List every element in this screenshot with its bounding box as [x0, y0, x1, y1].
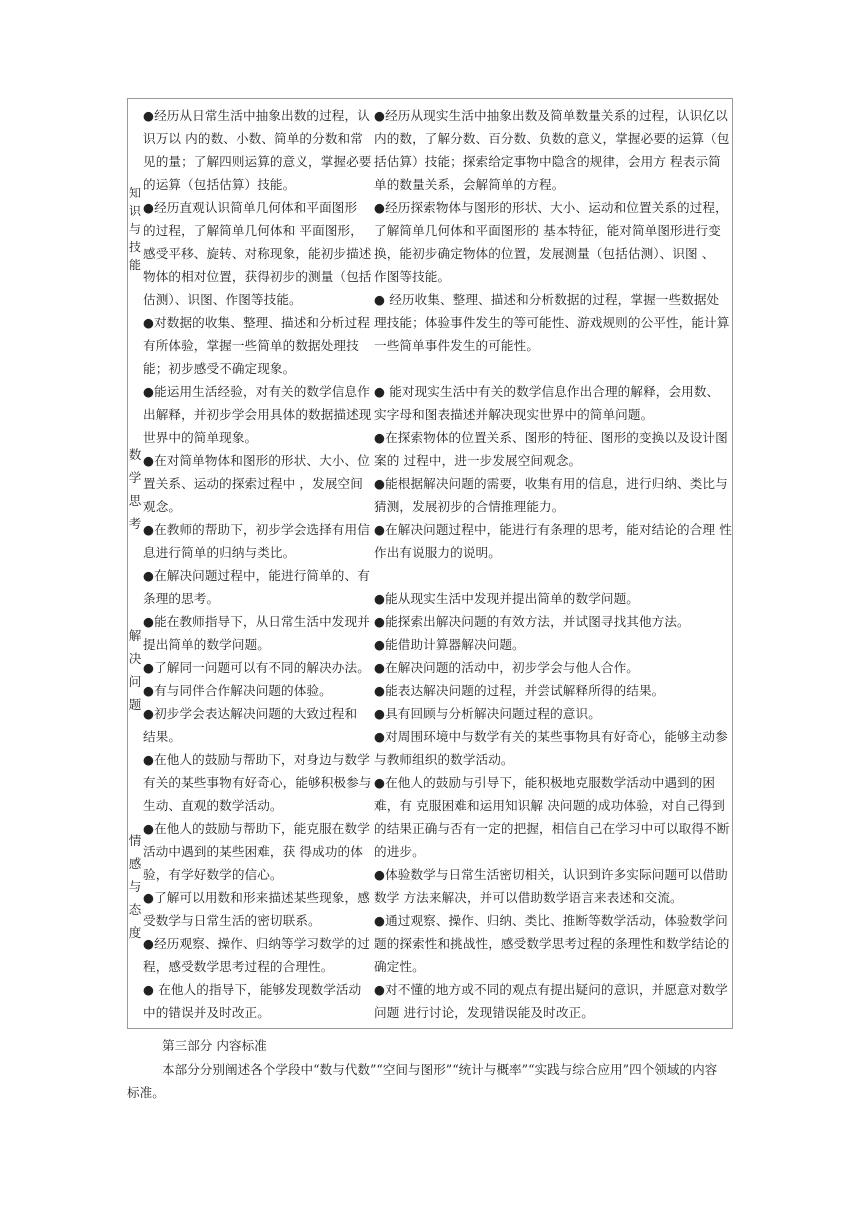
right-line: ●能从现实生活中发现并提出简单的数学问题。 — [374, 591, 639, 606]
left-line: ●经历从日常生活中抽象出数的过程，认 — [143, 108, 370, 123]
left-line: 见的量；了解四则运算的意义，掌握必要 — [143, 154, 372, 169]
right-line: 换，能初步确定物体的位置，发展测量（包括估测）、识图 、 — [374, 246, 715, 261]
category-label-char: 学 — [128, 470, 142, 485]
left-line: 置关系、运动的探索过程中 ，发展空间 — [143, 476, 363, 491]
left-line: ●在对简单物体和图形的形状、大小、位 — [143, 453, 370, 468]
left-line: ●有与同伴合作解决问题的体验。 — [143, 683, 332, 698]
category-label-char: 解 — [128, 628, 142, 643]
right-line: 难，有 克服困难和运用知识解 决问题的成功体验，对自己得到 — [374, 798, 725, 813]
right-line: 单的数量关系，会解简单的方程。 — [374, 177, 565, 192]
category-label-char: 题 — [128, 697, 142, 712]
right-line: 作图等技能。 — [374, 269, 451, 284]
right-line: 与教师组织的数学活动。 — [374, 752, 514, 767]
right-line: 数学 方法来解决，并可以借助数学语言来表述和交流。 — [374, 890, 683, 905]
left-line: 估测）、识图、作图等技能。 — [143, 292, 302, 307]
right-line: 的进步。 — [374, 844, 425, 859]
left-line: ●能运用生活经验，对有关的数学信息作 — [143, 384, 370, 399]
right-line: ●经历探索物体与图形的形状、大小、运动和位置关系的过程， — [374, 200, 728, 215]
right-line: ●体验数学与日常生活密切相关，认识到许多实际问题可以借助 — [374, 867, 728, 882]
right-line: ● 经历收集、整理、描述和分析数据的过程，掌握一些数据处 — [374, 292, 720, 307]
category-label-knowledge — [128, 184, 142, 274]
left-line: 识万以 内的数、小数、简单的分数和常 — [143, 131, 363, 146]
right-line: ●对周围环境中与数学有关的某些事物具有好奇心，能够主动参 — [374, 729, 728, 744]
right-line: ●在解决问题的活动中，初步学会与他人合作。 — [374, 660, 639, 675]
right-line: ●能表达解决问题的过程，并尝试解释所得的结果。 — [374, 683, 665, 698]
right-line: ●能根据解决问题的需要，收集有用的信息，进行归纳、类比与 — [374, 476, 728, 491]
left-line: ●在解决问题过程中，能进行简单的、有 — [143, 568, 370, 583]
left-line: 能；初步感受不确定现象。 — [143, 361, 296, 376]
category-label-char: 感 — [128, 856, 142, 871]
right-line: 题的探索性和挑战性，感受数学思考过程的条理性和数学结论的 — [374, 936, 730, 951]
left-line: ●在他人的鼓励与帮助下，能克服在数学 — [143, 821, 370, 836]
body-paragraph-line: 本部分分别阐述各个学段中“数与代数”“空间与图形”“统计与概率”“实践与综合应用”四个领域的内容 — [162, 1062, 718, 1077]
right-line: 问题 进行讨论，发现错误能及时改正。 — [374, 1005, 594, 1020]
left-line: 有关的某些事物有好奇心，能够积极参与 — [143, 775, 372, 790]
left-line: 中的错误并及时改正。 — [143, 1005, 270, 1020]
category-label-char: 考 — [128, 516, 142, 531]
category-label-char: 思 — [128, 493, 142, 508]
category-label-knowledge-text: 知识与技能 — [128, 186, 141, 272]
left-line: ●经历直观认识简单几何体和平面图形 — [143, 200, 358, 215]
left-line: 的运算（包括估算）技能。 — [143, 177, 296, 192]
category-label-char: 度 — [128, 925, 142, 940]
right-line: 括估算）技能；探索给定事物中隐含的规律，会用方 程表示简 — [374, 154, 721, 169]
category-label-char: 数 — [128, 447, 142, 462]
left-line: 世界中的简单现象。 — [143, 430, 258, 445]
category-label-char: 态 — [128, 902, 142, 917]
right-line: 内的数，了解分数、百分数、负数的意义，掌握必要的运算（包 — [374, 131, 730, 146]
right-line: 确定性。 — [374, 959, 425, 974]
right-line: ●能探索出解决问题的有效方法，并试图寻找其他方法。 — [374, 614, 690, 629]
section-heading: 第三部分 内容标准 — [162, 1038, 267, 1053]
left-line: ●在教师的帮助下，初步学会选择有用信 — [143, 522, 370, 537]
right-line: 实字母和图表描述并解决现实世界中的简单问题。 — [374, 407, 654, 422]
right-line: ●经历从现实生活中抽象出数及简单数量关系的过程，认识亿以 — [374, 108, 728, 123]
left-line: ●了解同一问题可以有不同的解决办法。 — [143, 660, 370, 675]
right-line: 理技能；体验事件发生的等可能性、游戏规则的公平性，能计算 — [374, 315, 730, 330]
left-line: 物体的相对位置，获得初步的测量（包括 — [143, 269, 372, 284]
right-line: 一些简单事件发生的可能性。 — [374, 338, 540, 353]
left-line: 有所体验，掌握一些简单的数据处理技 — [143, 338, 359, 353]
body-paragraph-line: 标准。 — [127, 1085, 165, 1100]
right-line: ●在解决问题过程中，能进行有条理的思考，能对结论的合理 性 — [374, 522, 732, 537]
left-line: ●在他人的鼓励与帮助下，对身边与数学 — [143, 752, 370, 767]
left-line: 程，感受数学思考过程的合理性。 — [143, 959, 334, 974]
left-line: ●经历观察、操作、归纳等学习数学的过 — [143, 936, 370, 951]
category-label-char: 与 — [128, 879, 142, 894]
right-line: 案的 过程中，进一步发展空间观念。 — [374, 453, 582, 468]
left-line: 条理的思考。 — [143, 591, 220, 606]
right-line: 作出有说服力的说明。 — [374, 545, 501, 560]
left-line: ● 在他人的指导下，能够发现数学活动 — [143, 982, 362, 997]
right-line: ● 能对现实生活中有关的数学信息作出合理的解释，会用数、 — [374, 384, 720, 399]
left-line: 结果。 — [143, 729, 182, 744]
right-line: 的结果正确与否有一定的把握，相信自己在学习中可以取得不断 — [374, 821, 730, 836]
right-line: ●在探索物体的位置关系、图形的特征、图形的变换以及设计图 — [374, 430, 728, 445]
right-line: ●具有回顾与分析解决问题过程的意识。 — [374, 706, 601, 721]
left-line: ●能在教师指导下，从日常生活中发现并 — [143, 614, 370, 629]
left-line: 生动、直观的数学活动。 — [143, 798, 283, 813]
category-label-char: 情 — [128, 833, 142, 848]
right-line: ●对不懂的地方或不同的观点有提出疑问的意识，并愿意对数学 — [374, 982, 728, 997]
right-line: 了解简单几何体和平面图形的 基本特征，能对简单图形进行变 — [374, 223, 721, 238]
left-line: 提出简单的数学问题。 — [143, 637, 270, 652]
left-line: 息进行简单的归纳与类比。 — [143, 545, 296, 560]
right-line: ●能借助计算器解决问题。 — [374, 637, 525, 652]
left-line: 观念。 — [143, 499, 182, 514]
left-line: ●对数据的收集、整理、描述和分析过程 — [143, 315, 370, 330]
left-line: 验，有学好数学的信心。 — [143, 867, 283, 882]
category-label-char: 问 — [128, 674, 142, 689]
left-line: 受数学与日常生活的密切联系。 — [143, 913, 321, 928]
category-label-char: 决 — [128, 651, 142, 666]
right-line: 猜测，发展初步的合情推理能力。 — [374, 499, 565, 514]
left-line: 的过程，了解简单几何体和 平面图形， — [143, 223, 363, 238]
right-line: ●在他人的鼓励与引导下，能积极地克服数学活动中遇到的困 — [374, 775, 716, 790]
left-line: 出解释，并初步学会用具体的数据描述现 — [143, 407, 372, 422]
left-line: ●了解可以用数和形来描述某些现象，感 — [143, 890, 370, 905]
left-line: 活动中遇到的某些困难，获 得成功的体 — [143, 844, 363, 859]
left-line: 感受平移、旋转、对称现象，能初步描述 — [143, 246, 372, 261]
left-line: ●初步学会表达解决问题的大致过程和 — [143, 706, 358, 721]
right-line: ●通过观察、操作、归纳、类比、推断等数学活动，体验数学问 — [374, 913, 728, 928]
